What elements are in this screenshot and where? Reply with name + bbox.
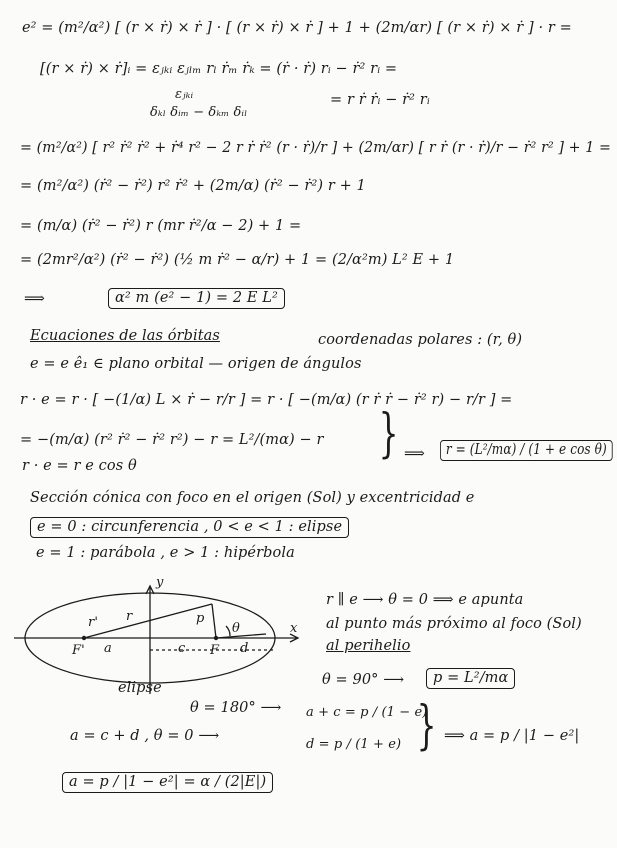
- perihelion-note-3: al perihelio: [326, 638, 411, 654]
- label-theta: θ: [232, 621, 240, 636]
- equation-a-plus-c: a + c = p / (1 − e): [306, 705, 428, 720]
- levi-civita-label: εⱼₖᵢ: [175, 87, 194, 102]
- boxed-result-energy-relation: α² m (e² − 1) = 2 E L²: [108, 288, 285, 309]
- right-brace-1: }: [378, 404, 399, 464]
- radius-vector-line: [84, 604, 212, 638]
- perihelion-note-2: al punto más próximo al foco (Sol): [326, 616, 582, 632]
- right-brace-2: }: [416, 696, 437, 756]
- focus-point-F-prime: [82, 636, 86, 640]
- polar-coordinates-note: coordenadas polares : (r, θ): [318, 332, 523, 348]
- equation-r-dot-e-2: = −(m/α) (r² ṙ² − ṙ² r²) − r = L²/(mα) − r: [20, 432, 324, 448]
- orbital-plane-note: e = e ê₁ ∈ plano orbital — origen de ángulos: [30, 356, 362, 372]
- label-F: F: [210, 643, 220, 658]
- equation-expansion-2: = (m²/α²) (ṙ² − ṙ²) r² ṙ² + (2m/α) (ṙ² − ṙ²) r + 1: [20, 178, 366, 194]
- boxed-semi-major-axis: a = p / |1 − e²| = α / (2|E|): [62, 772, 273, 793]
- perihelion-note-1: r ∥ e ⟶ θ = 0 ⟹ e apunta: [326, 592, 524, 608]
- theta-arc: [226, 626, 230, 636]
- implies-arrow-2: ⟹: [404, 446, 425, 462]
- theta-90-equation: θ = 90° ⟶: [322, 672, 405, 688]
- label-F-prime: F': [72, 643, 85, 658]
- kronecker-delta-identity: δₖₗ δᵢₘ − δₖₘ δᵢₗ: [150, 105, 248, 120]
- y-axis-label: y: [156, 575, 164, 590]
- theta-180-equation: θ = 180° ⟶: [190, 700, 282, 716]
- equation-r-dot-e-3: r · e = r e cos θ: [22, 458, 137, 474]
- focus-point-F: [214, 636, 218, 640]
- label-r-prime: r': [88, 615, 98, 630]
- label-d: d: [240, 641, 249, 656]
- equation-eccentricity-squared: e² = (m²/α²) [ (r × ṙ) × ṙ ] · [ (r × ṙ) × ṙ ] + 1 + (2m/αr) [ (r × ṙ) × ṙ ] · r =: [22, 20, 572, 36]
- equation-d: d = p / (1 + e): [306, 737, 402, 752]
- label-a: a: [104, 641, 112, 656]
- eccentricity-cases-line-1: e = 0 : circunferencia , 0 < e < 1 : elipse: [30, 517, 349, 538]
- label-p: p: [196, 611, 205, 626]
- x-axis-label: x: [290, 621, 298, 636]
- equation-a-result: ⟹ a = p / |1 − e²|: [444, 728, 580, 744]
- implies-arrow-1: ⟹: [24, 291, 45, 307]
- label-r: r: [126, 609, 133, 624]
- equation-triple-product-component: [(r × ṙ) × ṙ]ᵢ = εⱼₖᵢ εⱼₗₘ rₗ ṙₘ ṙₖ = (ṙ · ṙ) rᵢ − ṙ² rᵢ =: [40, 61, 398, 77]
- equation-expansion-1: = (m²/α²) [ r² ṙ² ṙ² + ṙ⁴ r² − 2 r ṙ ṙ² (r · ṙ)/r ] + (2m/αr) [ r ṙ (r · ṙ)/r − ṙ² r² ] + 1 =: [20, 140, 612, 156]
- boxed-orbit-equation: r = (L²/mα) / (1 + e cos θ): [440, 440, 613, 461]
- ellipse-caption: elipse: [118, 680, 162, 696]
- equation-expansion-3: = (m/α) (ṙ² − ṙ²) r (mr ṙ²/α − 2) + 1 =: [20, 218, 302, 234]
- equation-a-equals-c-plus-d: a = c + d , θ = 0 ⟶: [70, 728, 220, 744]
- conic-section-note: Sección cónica con foco en el origen (Sol) y excentricidad e: [30, 490, 475, 506]
- eccentricity-cases-line-2: e = 1 : parábola , e > 1 : hipérbola: [36, 545, 295, 561]
- boxed-semi-latus-rectum: p = L²/mα: [426, 668, 515, 689]
- equation-r-dot-e-1: r · e = r · [ −(1/α) L × ṙ − r/r ] = r · [ −(m/α) (r ṙ ṙ − ṙ² r) − r/r ] =: [20, 392, 513, 408]
- focal-radius-p-line: [212, 604, 216, 638]
- equation-component-result: = r ṙ ṙᵢ − ṙ² rᵢ: [330, 92, 430, 108]
- equation-expansion-4: = (2mr²/α²) (ṙ² − ṙ²) (½ m ṙ² − α/r) + 1 = (2/α²m) L² E + 1: [20, 252, 455, 268]
- section-heading-orbit-equations: Ecuaciones de las órbitas: [30, 328, 220, 344]
- label-c: c: [178, 641, 186, 656]
